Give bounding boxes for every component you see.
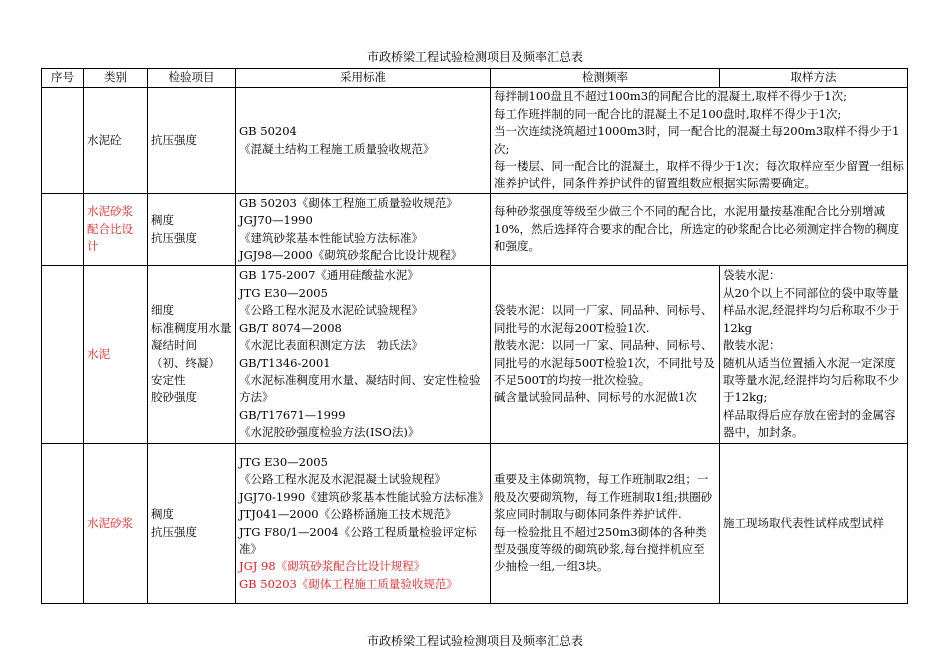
- item-line: 稠度: [151, 213, 174, 228]
- row-method: [720, 266, 908, 444]
- method-line: 袋装水泥：: [723, 268, 781, 283]
- frequency-line: 每一楼层、同一配合比的混凝土，取样不得少于1次；每次取样应至少留置一组标准养护试件，同条件养护试件的留置组数应根据实际需要确定。: [494, 158, 904, 191]
- row-items: [148, 194, 236, 266]
- method-line: 样品取得后应存放在密封的金属容器中，加封条。: [723, 407, 896, 440]
- item-line: 抗压强度: [151, 524, 197, 539]
- row-category: 水泥砂浆: [84, 444, 148, 604]
- table-row: [42, 444, 908, 604]
- table-row: [42, 194, 908, 266]
- item-line: 胶砂强度: [151, 390, 197, 405]
- row-no: [42, 88, 84, 194]
- item-line: 抗压强度: [151, 230, 197, 245]
- standard-line: GB/T 8074—2008: [239, 320, 342, 335]
- row-category: 水泥: [84, 266, 148, 444]
- frequency-line: 每拌制100盘且不超过100m3的同配合比的混凝土,取样不得少于1次;: [494, 89, 847, 104]
- frequency-line: 袋装水泥：以同一厂家、同品种、同标号、同批号的水泥每200T检验1次.: [494, 303, 713, 335]
- standard-line-highlight: JGJ 98《砌筑砂浆配合比设计规程》: [239, 559, 426, 574]
- standard-line: GB/T1346-2001: [239, 355, 331, 370]
- frequency-line: 每一检验批且不超过250m3砌体的各种类型及强度等级的砌筑砂浆,每台搅拌机应至少抽检一组,一组3块。: [494, 524, 707, 574]
- standard-line: 《水泥比表面积测定方法 勃氏法》: [239, 338, 423, 353]
- standard-line: JGJ98—2000《砌筑砂浆配合比设计规程》: [239, 247, 463, 262]
- table-row: [42, 266, 908, 444]
- frequency-line: 每种砂浆强度等级至少做三个不同的配合比，水泥用量按基准配合比分别增减10%，然后选择符合要求的配合比，所选定的砂浆配合比必须测定拌合物的稠度和强度。: [494, 204, 900, 254]
- row-frequency: [491, 88, 908, 194]
- row-frequency: [491, 266, 720, 444]
- standard-line: 《水泥标准稠度用水量、凝结时间、安定性检验方法》: [239, 372, 481, 405]
- standard-line-highlight: GB 50203《砌体工程施工质量验收规范》: [239, 576, 458, 591]
- table-header-row: [42, 69, 908, 88]
- frequency-line: 碱含量试验同品种、同标号的水泥做1次: [494, 390, 697, 405]
- row-standards: [236, 88, 491, 194]
- frequency-line: 每工作班拌制的同一配合比的混凝土不足100盘时,取样不得少于1次;: [494, 106, 842, 121]
- item-line: 安定性: [151, 372, 186, 387]
- header-no: 序号: [42, 69, 84, 88]
- row-frequency: [491, 194, 908, 266]
- standard-line: JGJ70—1990: [239, 213, 313, 228]
- item-line: 稠度: [151, 507, 174, 522]
- item-line: 细度: [151, 303, 174, 318]
- row-method: [720, 444, 908, 604]
- row-no: [42, 194, 84, 266]
- standard-line: GB/T17671—1999: [239, 407, 346, 422]
- standard-line: JTJ041—2000《公路桥涵施工技术规范》: [239, 507, 457, 522]
- standard-line: GB 175-2007《通用硅酸盐水泥》: [239, 268, 419, 283]
- row-no: [42, 444, 84, 604]
- standard-line: JTG E30—2005: [239, 454, 328, 469]
- row-standards: [236, 194, 491, 266]
- standard-line: 《公路工程水泥及水泥砼试验规程》: [239, 303, 423, 318]
- header-frequency: 检测频率: [491, 69, 720, 88]
- method-line: 随机从适当位置插入水泥一定深度取等量水泥,经混拌均匀后称取不少于12kg;: [723, 355, 900, 405]
- row-items: [148, 444, 236, 604]
- method-line: 施工现场取代表性试样成型试样: [723, 515, 884, 530]
- row-category: 水泥砂浆配合比设计: [84, 194, 148, 266]
- frequency-line: 散装水泥：以同一厂家、同品种、同标号、同批号的水泥每500T检验1次，不同批号及不足500T的均按一批次检验。: [494, 338, 715, 387]
- page-title: 市政桥梁工程试验检测项目及频率汇总表: [366, 50, 583, 64]
- method-line: 从20个以上不同部位的袋中取等量样品水泥,经混拌均匀后称取不少于12kg: [723, 285, 900, 335]
- row-no: [42, 266, 84, 444]
- method-line: 散装水泥：: [723, 338, 781, 353]
- frequency-line: 当一次连续浇筑超过1000m3时，同一配合比的混凝土每200m3取样不得少于1次;: [494, 124, 900, 156]
- header-standard: 采用标准: [236, 69, 491, 88]
- row-items: [148, 88, 236, 194]
- frequency-line: 重要及主体砌筑物，每工作班制取2组；一般及次要砌筑物，每工作班制取1组;拱圈砂浆应同时制取与砌体同条件养护试件.: [494, 472, 713, 522]
- item-line: 抗压强度: [151, 132, 197, 147]
- row-category: 水泥砼: [84, 88, 148, 194]
- standard-line: 《公路工程水泥及水泥混凝土试验规程》: [239, 472, 446, 487]
- standard-line: JGJ70-1990《建筑砂浆基本性能试验方法标准》: [239, 489, 490, 504]
- standard-line: 《水泥胶砂强度检验方法(ISO法)》: [239, 425, 420, 440]
- standard-line: 《混凝土结构工程施工质量验收规范》: [239, 141, 435, 156]
- standard-line: GB 50203《砌体工程施工质量验收规范》: [239, 195, 458, 210]
- standard-line: 《建筑砂浆基本性能试验方法标准》: [239, 230, 423, 245]
- row-standards: [236, 266, 491, 444]
- item-line: 凝结时间: [151, 338, 197, 353]
- summary-table: [41, 68, 908, 604]
- footer-title: 市政桥梁工程试验检测项目及频率汇总表: [366, 634, 583, 648]
- item-line: 标准稠度用水量: [151, 320, 232, 335]
- header-item: 检验项目: [148, 69, 236, 88]
- item-line: （初、终凝）: [151, 355, 220, 370]
- header-category: 类别: [84, 69, 148, 88]
- row-frequency: [491, 444, 720, 604]
- table-row: [42, 88, 908, 194]
- standard-line: JTG E30—2005: [239, 285, 328, 300]
- row-standards: [236, 444, 491, 604]
- row-items: [148, 266, 236, 444]
- standard-line: GB 50204: [239, 124, 297, 139]
- header-method: 取样方法: [720, 69, 908, 88]
- standard-line: JTG F80/1—2004《公路工程质量检验评定标准》: [239, 524, 477, 556]
